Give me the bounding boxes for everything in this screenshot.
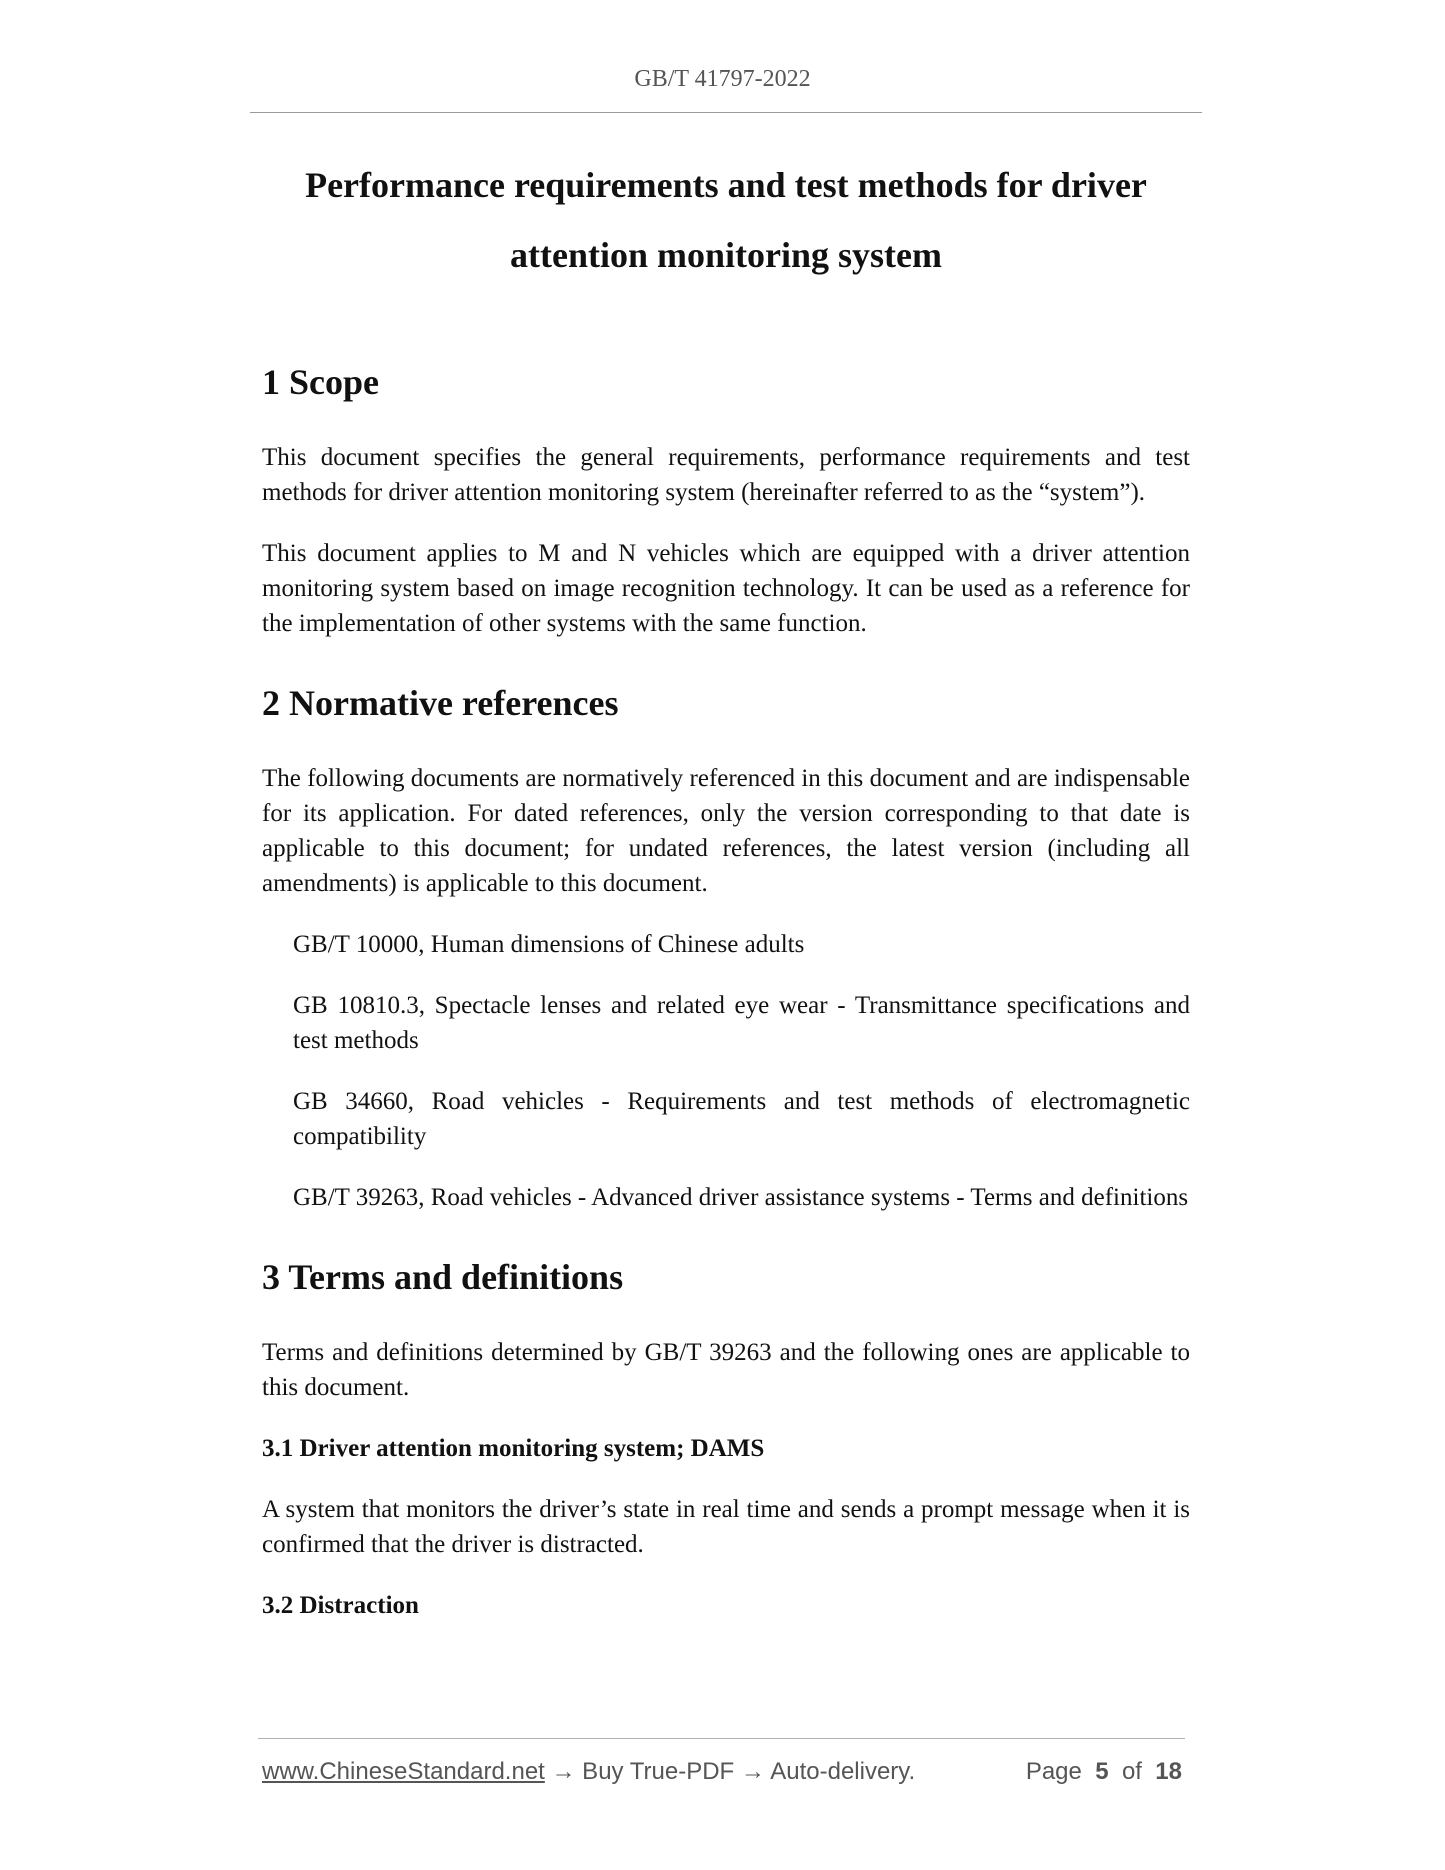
website-link[interactable]: www.ChineseStandard.net bbox=[262, 1758, 545, 1785]
reference-item: GB 10810.3, Spectacle lenses and related eye wear - Transmittance specifications and test methods bbox=[293, 992, 1190, 1054]
page-footer bbox=[262, 1758, 1182, 1788]
document-body bbox=[262, 360, 1190, 1623]
scope-paragraph-1: This document specifies the general requirements, performance requirements and test methods for driver attention monitoring system (hereinafter referred to as the “system”). bbox=[262, 444, 1190, 506]
reference-item: GB 34660, Road vehicles - Requirements and test methods of electromagnetic compatibility bbox=[293, 1088, 1190, 1150]
footer-promo bbox=[262, 1758, 915, 1786]
normative-intro-paragraph: The following documents are normatively referenced in this document and are indispensable for its application. For dated references, only the version corresponding to that date is applicable to this document; for undated references, the latest version (including all amendments) is applicable to this document. bbox=[262, 765, 1190, 897]
page-indicator bbox=[1026, 1758, 1182, 1786]
scope-paragraph-2: This document applies to M and N vehicles which are equipped with a driver attention monitoring system based on image recognition technology. It can be used as a reference for the implementation of other systems with the same function. bbox=[262, 540, 1190, 637]
reference-item: GB/T 10000, Human dimensions of Chinese adults bbox=[293, 931, 805, 958]
page-label: Page bbox=[1025, 1758, 1082, 1785]
term-heading-distraction: 3.2 Distraction bbox=[262, 1592, 419, 1619]
footer-tagline: → Buy True-PDF → Auto-delivery. bbox=[544, 1758, 916, 1785]
document-title bbox=[250, 150, 1202, 290]
header-divider bbox=[250, 112, 1202, 113]
section-heading-scope: 1 Scope bbox=[262, 362, 379, 402]
section-heading-terms-definitions: 3 Terms and definitions bbox=[262, 1257, 624, 1297]
term-definition-dams: A system that monitors the driver’s state in real time and sends a prompt message when it is confirmed that the driver is distracted. bbox=[262, 1496, 1190, 1558]
term-heading-dams: 3.1 Driver attention monitoring system; DAMS bbox=[262, 1435, 765, 1462]
reference-item: GB/T 39263, Road vehicles - Advanced driver assistance systems - Terms and definitions bbox=[293, 1184, 1189, 1211]
title-line-2: attention monitoring system bbox=[510, 235, 942, 275]
terms-intro-paragraph: Terms and definitions determined by GB/T 39263 and the following ones are applicable to this document. bbox=[262, 1339, 1190, 1401]
title-line-1: Performance requirements and test methods for driver bbox=[305, 165, 1147, 205]
total-pages-number: 18 bbox=[1155, 1758, 1182, 1785]
standard-code-header: GB/T 41797-2022 bbox=[634, 66, 811, 92]
page-of-label: of bbox=[1121, 1758, 1142, 1785]
current-page-number: 5 bbox=[1095, 1758, 1109, 1785]
footer-divider bbox=[258, 1738, 1185, 1739]
section-heading-normative-references: 2 Normative references bbox=[262, 683, 619, 723]
